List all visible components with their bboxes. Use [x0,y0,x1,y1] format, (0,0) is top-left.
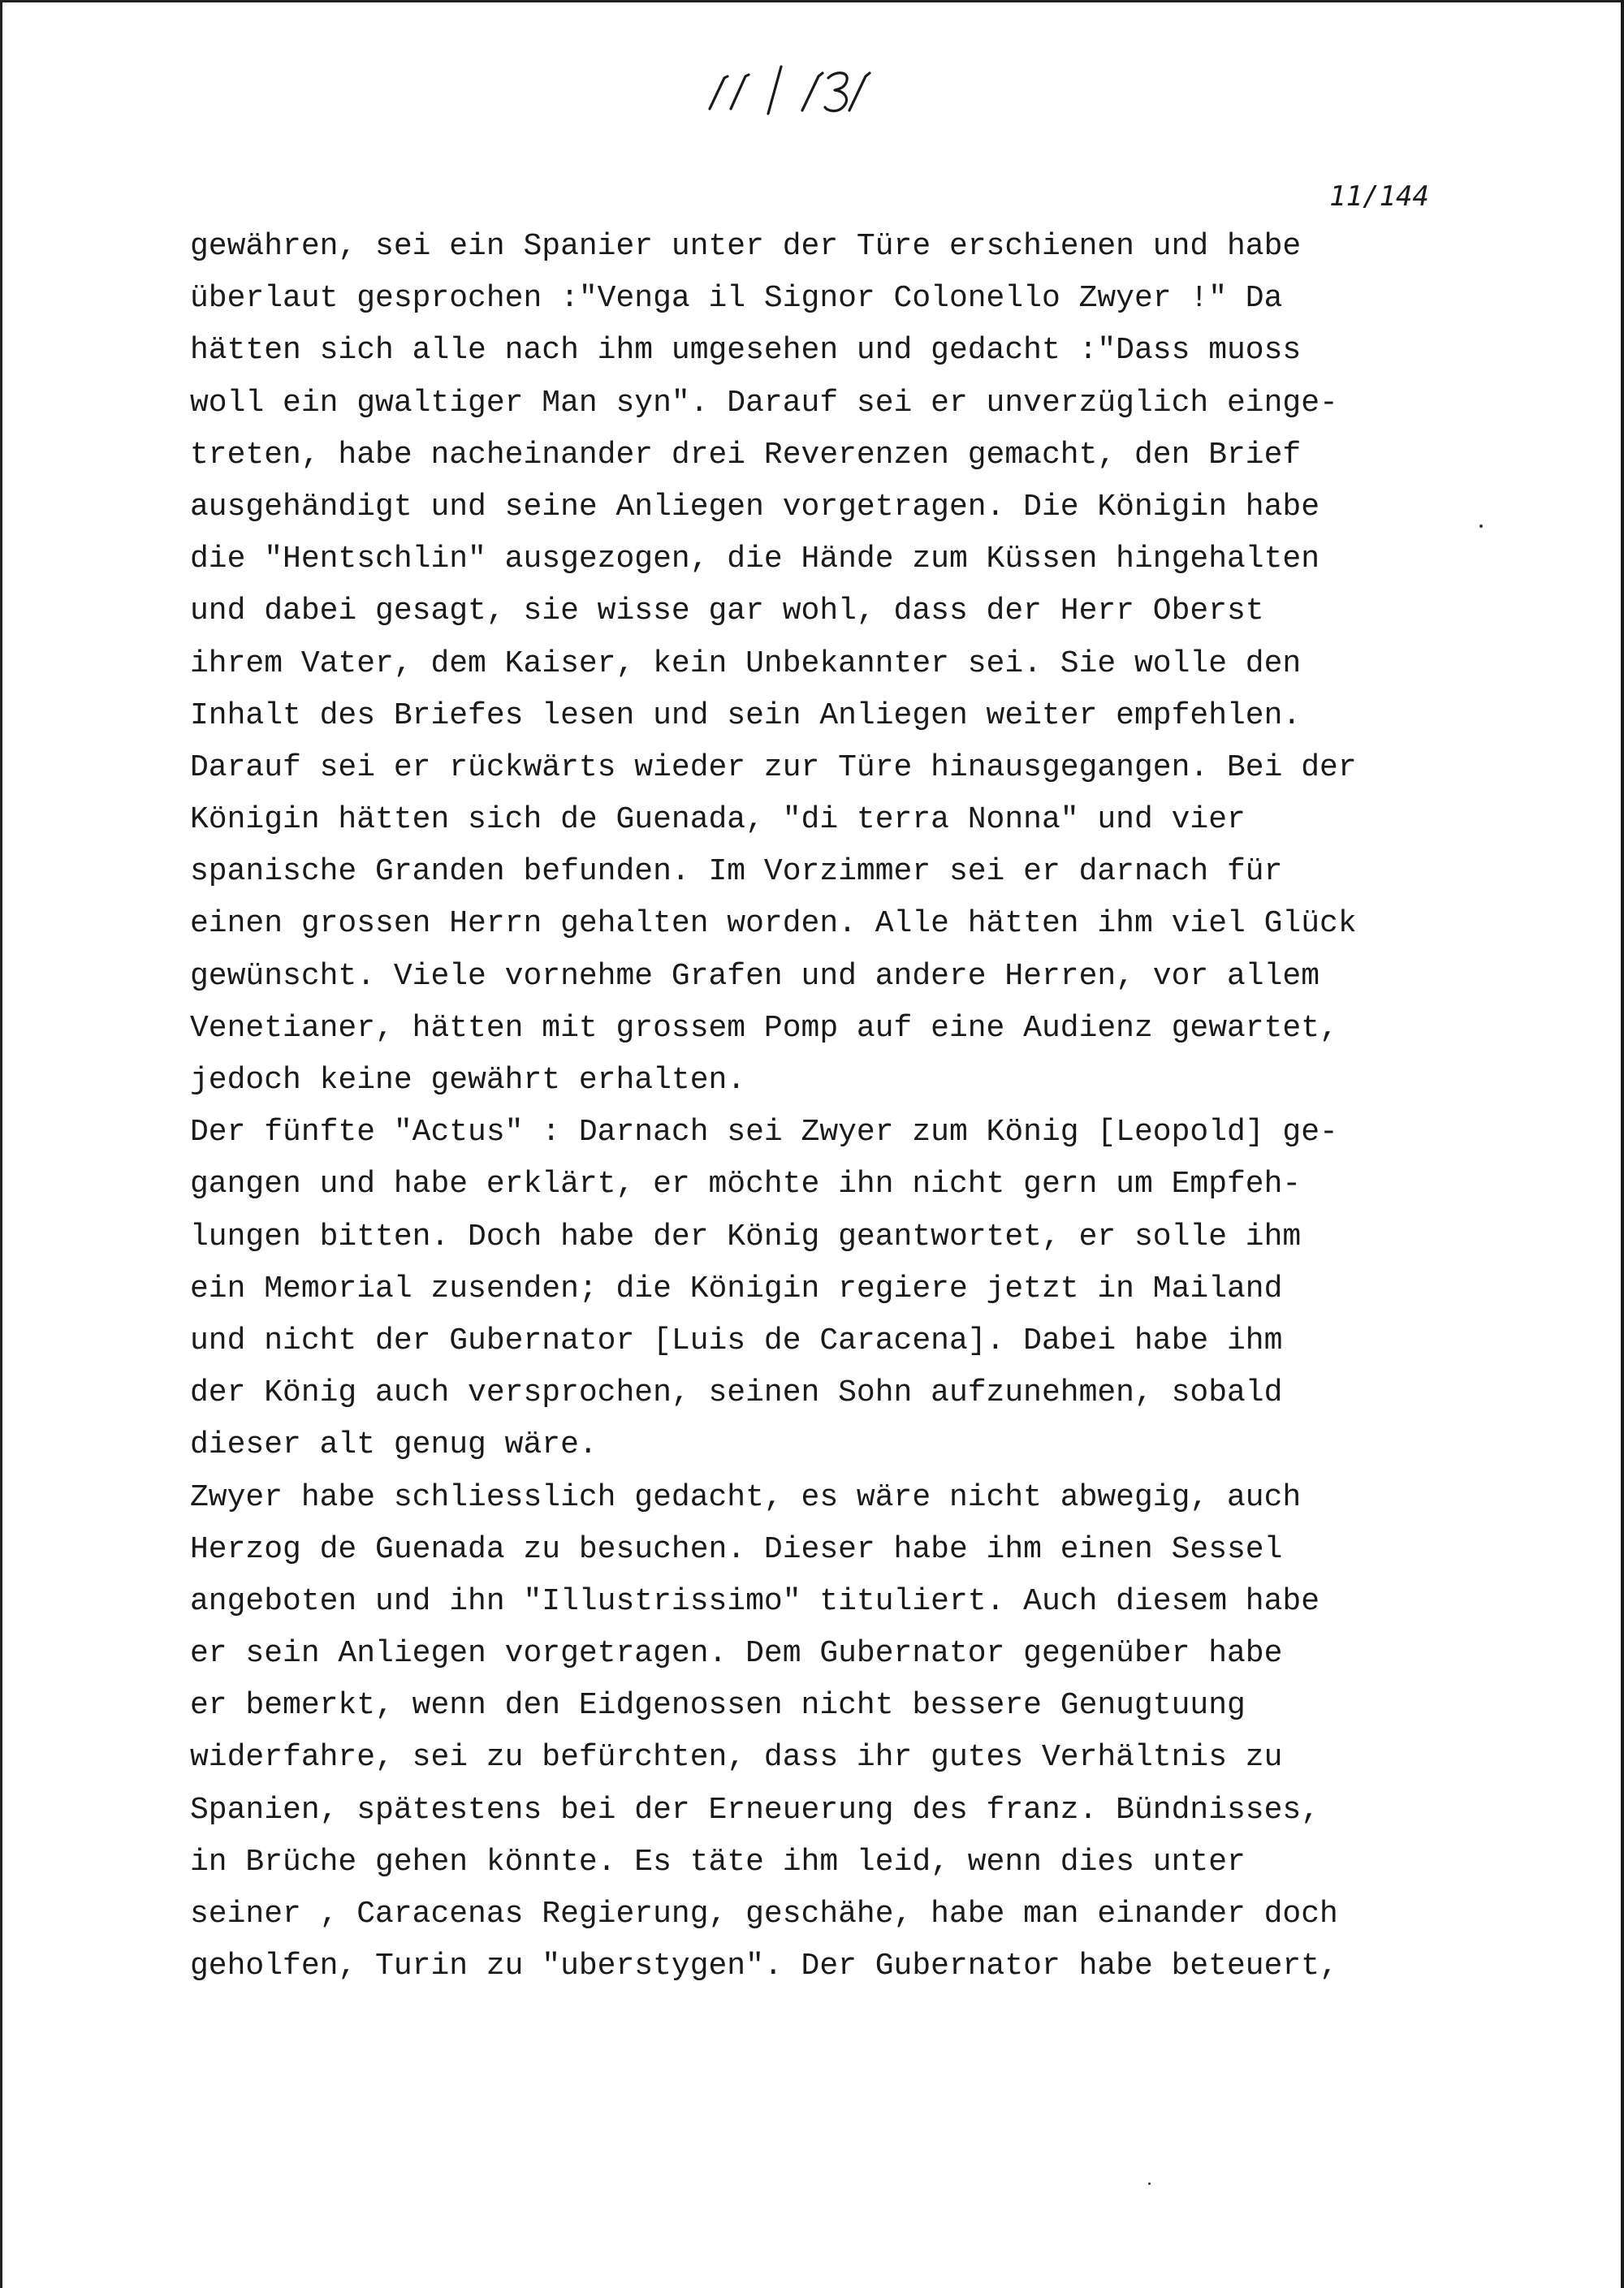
text-line: er sein Anliegen vorgetragen. Dem Gubernator gegenüber habe [190,1636,1283,1672]
text-line: ausgehändigt und seine Anliegen vorgetragen. Die Königin habe [190,489,1320,525]
text-line: Der fünfte "Actus" : Darnach sei Zwyer zum König [Leopold] ge- [190,1115,1338,1150]
scan-speck [1148,2182,1151,2185]
text-line: Herzog de Guenada zu besuchen. Dieser habe ihm einen Sessel [190,1531,1283,1567]
body-text [190,221,1473,1992]
text-line: widerfahre, sei zu befürchten, dass ihr gutes Verhältnis zu [190,1740,1283,1776]
text-line: gewähren, sei ein Spanier unter der Türe erschienen und habe [190,229,1302,264]
text-line: jedoch keine gewährt erhalten. [190,1063,746,1098]
text-line: einen grossen Herrn gehalten worden. Alle hätten ihm viel Glück [190,906,1357,942]
text-line: lungen bitten. Doch habe der König geantwortet, er solle ihm [190,1219,1302,1254]
text-line: ein Memorial zusenden; die Königin regiere jetzt in Mailand [190,1271,1283,1306]
scan-border-top [0,0,1624,2]
scan-speck [1479,525,1483,528]
text-line: woll ein gwaltiger Man syn". Darauf sei er unverzüglich einge- [190,385,1338,421]
text-line: Venetianer, hätten mit grossem Pomp auf eine Audienz gewartet, [190,1010,1338,1046]
text-line: in Brüche gehen könnte. Es täte ihm leid, wenn dies unter [190,1844,1246,1880]
text-line: gewünscht. Viele vornehme Grafen und andere Herren, vor allem [190,958,1320,994]
text-line: Königin hätten sich de Guenada, "di terra Nonna" und vier [190,802,1246,838]
text-line: Zwyer habe schliesslich gedacht, es wäre nicht abwegig, auch [190,1479,1302,1515]
text-line: treten, habe nacheinander drei Reverenzen gemacht, den Brief [190,437,1302,473]
text-line: Spanien, spätestens bei der Erneuerung des franz. Bündnisses, [190,1792,1320,1828]
text-line: ihrem Vater, dem Kaiser, kein Unbekannter sei. Sie wolle den [190,645,1302,681]
text-line: überlaut gesprochen :"Venga il Signor Colonello Zwyer !" Da [190,281,1283,317]
page-number: 11/144 [1329,180,1429,213]
text-line: seiner , Caracenas Regierung, geschähe, habe man einander doch [190,1897,1338,1932]
handwritten-folio-drawing [706,62,918,119]
text-line: Darauf sei er rückwärts wieder zur Türe hinausgegangen. Bei der [190,749,1357,785]
text-line: er bemerkt, wenn den Eidgenossen nicht bessere Genugtuung [190,1688,1246,1724]
scan-border-left [0,0,2,2288]
scan-border-right [1621,0,1624,2288]
text-line: hätten sich alle nach ihm umgesehen und gedacht :"Dass muoss [190,333,1302,369]
handwritten-folio-number [706,62,918,119]
text-line: spanische Granden befunden. Im Vorzimmer sei er darnach für [190,854,1283,890]
text-line: gangen und habe erklärt, er möchte ihn nicht gern um Empfeh- [190,1167,1302,1202]
text-line: und nicht der Gubernator [Luis de Caracena]. Dabei habe ihm [190,1323,1283,1358]
text-line: angeboten und ihn "Illustrissimo" tituliert. Auch diesem habe [190,1583,1320,1619]
text-line: Inhalt des Briefes lesen und sein Anliegen weiter empfehlen. [190,697,1302,733]
text-line: und dabei gesagt, sie wisse gar wohl, dass der Herr Oberst [190,594,1264,629]
text-line: geholfen, Turin zu "uberstygen". Der Gubernator habe beteuert, [190,1949,1338,1984]
text-line: der König auch versprochen, seinen Sohn aufzunehmen, sobald [190,1375,1283,1411]
text-line: dieser alt genug wäre. [190,1427,598,1463]
text-line: die "Hentschlin" ausgezogen, die Hände zum Küssen hingehalten [190,542,1320,577]
